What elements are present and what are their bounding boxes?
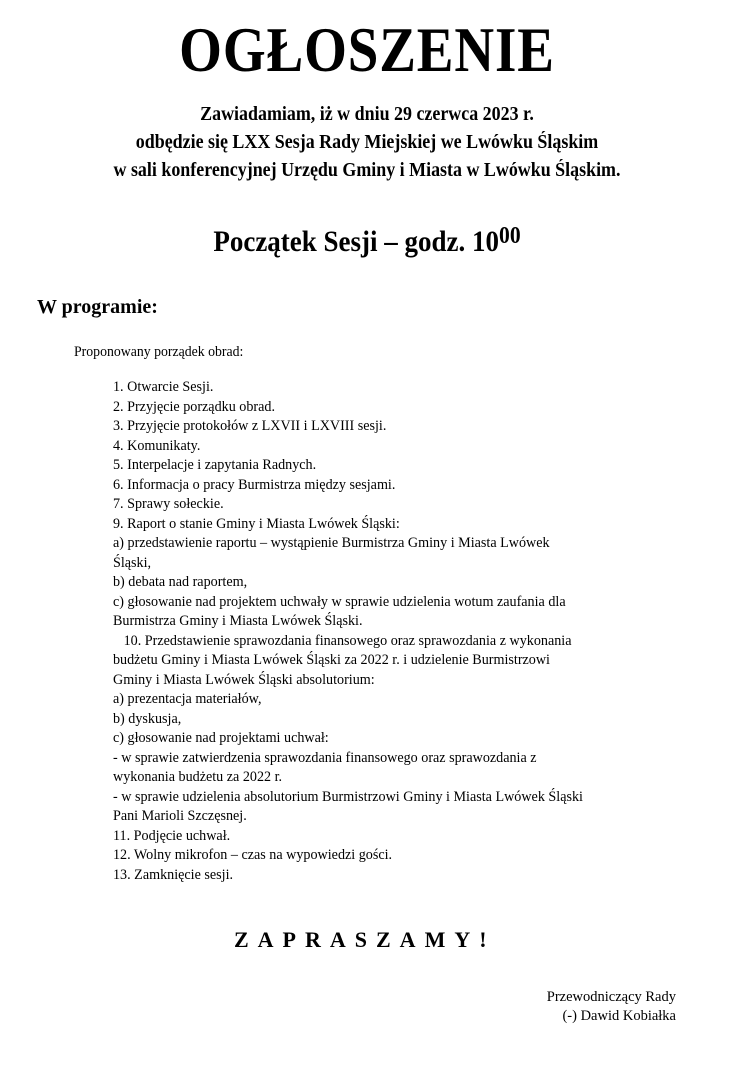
agenda-item: wykonania budżetu za 2022 r. — [113, 768, 283, 785]
agenda-item: a) prezentacja materiałów, — [113, 690, 262, 707]
agenda-item: 1. Otwarcie Sesji. — [113, 378, 214, 395]
agenda-list — [113, 377, 703, 884]
agenda-item: 11. Podjęcie uchwał. — [113, 826, 231, 844]
agenda-item: - w sprawie udzielenia absolutorium Burmistrzowi Gminy i Miasta Lwówek Śląski — [113, 787, 583, 805]
program-heading: W programie: — [37, 296, 158, 318]
agenda-item: c) głosowanie nad projektami uchwał: — [113, 729, 329, 746]
session-start-minutes: 00 — [499, 223, 521, 249]
session-start-text: Początek Sesji – godz. 10 — [213, 225, 500, 258]
session-start — [37, 222, 698, 262]
signature-name: (-) Dawid Kobiałka — [562, 1008, 676, 1024]
agenda-item: a) przedstawienie raportu – wystąpienie Burmistrza Gminy i Miasta Lwówek — [113, 534, 550, 551]
agenda-item: 7. Sprawy sołeckie. — [113, 495, 224, 512]
agenda-item: Pani Marioli Szczęsnej. — [113, 807, 247, 824]
agenda-item: Śląski, — [113, 553, 152, 571]
signature-role: Przewodniczący Rady — [546, 989, 676, 1005]
invitation-text: ZAPRASZAMY! — [234, 927, 496, 952]
signature-block — [547, 988, 676, 1026]
announcement-title: OGŁOSZENIE — [179, 14, 555, 85]
agenda-item: b) debata nad raportem, — [113, 573, 248, 590]
agenda-item: 13. Zamknięcie sesji. — [113, 865, 234, 883]
agenda-item: 9. Raport o stanie Gminy i Miasta Lwówek Śląski: — [113, 514, 400, 532]
intro-line: w sali konferencyjnej Urzędu Gminy i Miasta w Lwówku Śląskim. — [113, 160, 621, 181]
agenda-item: - w sprawie zatwierdzenia sprawozdania finansowego oraz sprawozdania z — [113, 748, 537, 766]
agenda-item: 10. Przedstawienie sprawozdania finansowego oraz sprawozdania z wykonania — [113, 631, 572, 649]
agenda-item: 4. Komunikaty. — [113, 436, 201, 454]
agenda-item: 2. Przyjęcie porządku obrad. — [113, 397, 275, 415]
intro-line: odbędzie się LXX Sesja Rady Miejskiej we Lwówku Śląskim — [135, 132, 599, 153]
proposed-agenda-label: Proponowany porządek obrad: — [74, 344, 244, 360]
agenda-item: 12. Wolny mikrofon – czas na wypowiedzi gości. — [113, 846, 393, 863]
agenda-item: 6. Informacja o pracy Burmistrza między sesjami. — [113, 475, 396, 493]
agenda-item: 3. Przyjęcie protokołów z LXVII i LXVIII sesji. — [113, 417, 387, 434]
agenda-item: budżetu Gminy i Miasta Lwówek Śląski za 2022 r. i udzielenie Burmistrzowi — [113, 651, 550, 668]
announcement-intro — [0, 101, 734, 185]
agenda-item: Burmistrza Gminy i Miasta Lwówek Śląski. — [113, 612, 363, 629]
agenda-item: Gminy i Miasta Lwówek Śląski absolutorium: — [113, 670, 375, 688]
agenda-item: 5. Interpelacje i zapytania Radnych. — [113, 456, 317, 473]
agenda-item: b) dyskusja, — [113, 709, 182, 727]
intro-line: Zawiadamiam, iż w dniu 29 czerwca 2023 r. — [200, 104, 534, 125]
agenda-item: c) głosowanie nad projektem uchwały w sprawie udzielenia wotum zaufania dla — [113, 592, 566, 610]
